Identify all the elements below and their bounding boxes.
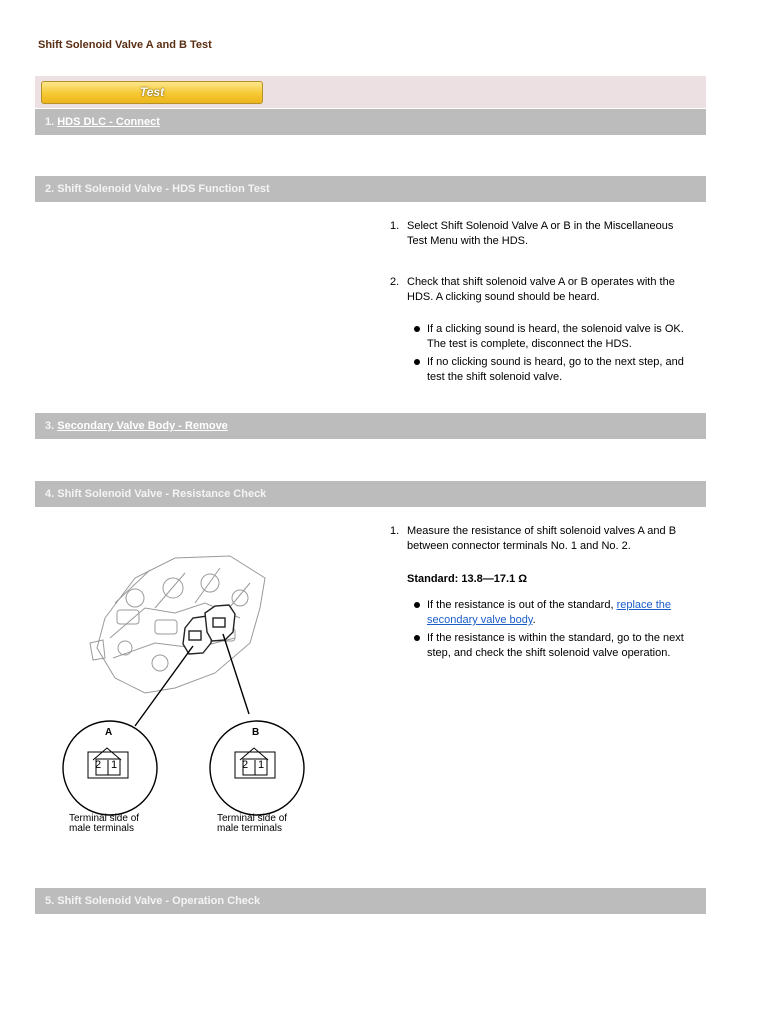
section-header-5 [35, 888, 706, 914]
hds-function-test-content [390, 219, 695, 388]
section-title: Shift Solenoid Valve - Operation Check [57, 895, 261, 907]
section-number: 1. [45, 116, 58, 128]
figure-caption-a: Terminal side of male terminals [69, 813, 140, 834]
section-number: 2. [45, 183, 58, 195]
section-number: 5. [45, 895, 58, 907]
terminal-1-a: 1 [111, 759, 118, 771]
section-title: Shift Solenoid Valve - Resistance Check [57, 488, 267, 500]
section-header-2 [35, 176, 706, 202]
secondary-valve-body-remove-link[interactable]: Secondary Valve Body - Remove [57, 420, 228, 432]
page-title: Shift Solenoid Valve A and B Test [38, 39, 212, 51]
step-item: 1. Select Shift Solenoid Valve A or B in the Miscellaneous Test Menu with the HDS. [390, 220, 674, 247]
step-item: 2. Check that shift solenoid valve A or B operates with the HDS. A clicking sound should be heard. [390, 276, 675, 303]
terminal-2-b: 2 [242, 759, 249, 771]
bullet-item: If the resistance is within the standard, go to the next step, and check the shift solenoid valve operation. [427, 631, 695, 661]
valve-body-illustration [55, 548, 315, 838]
test-header-band [35, 76, 706, 108]
resistance-check-content [390, 524, 695, 664]
bullet-list [390, 322, 695, 385]
section-header-4 [35, 481, 706, 507]
test-button[interactable]: Test [41, 81, 263, 104]
terminal-2-a: 2 [95, 759, 102, 771]
section-number: 4. [45, 488, 58, 500]
section-header-3 [35, 413, 706, 439]
bullet-item: If the resistance is out of the standard, replace the secondary valve body. [427, 598, 695, 628]
replace-secondary-valve-body-link[interactable]: replace the secondary valve body [427, 599, 671, 626]
resistance-standard: Standard: 13.8—17.1 Ω [407, 573, 528, 585]
connector-label-b: B [252, 727, 260, 738]
figure-caption-b: Terminal side of male terminals [217, 813, 288, 834]
bullet-item: If a clicking sound is heard, the solenoid valve is OK. The test is complete, disconnect the HDS. [427, 322, 695, 352]
bullet-item: If no clicking sound is heard, go to the next step, and test the shift solenoid valve. [427, 355, 695, 385]
section-header-1 [35, 109, 706, 135]
connector-label-a: A [105, 727, 113, 738]
section-number: 3. [45, 420, 58, 432]
step-item: 1. Measure the resistance of shift solenoid valves A and B between connector terminals No. 1 and No. 2. [390, 525, 677, 552]
terminal-1-b: 1 [258, 759, 265, 771]
solenoid-valve-figure [55, 548, 315, 838]
section-title: Shift Solenoid Valve - HDS Function Test [57, 183, 270, 195]
bullet-list [390, 598, 695, 661]
hds-dlc-connect-link[interactable]: HDS DLC - Connect [57, 116, 160, 128]
